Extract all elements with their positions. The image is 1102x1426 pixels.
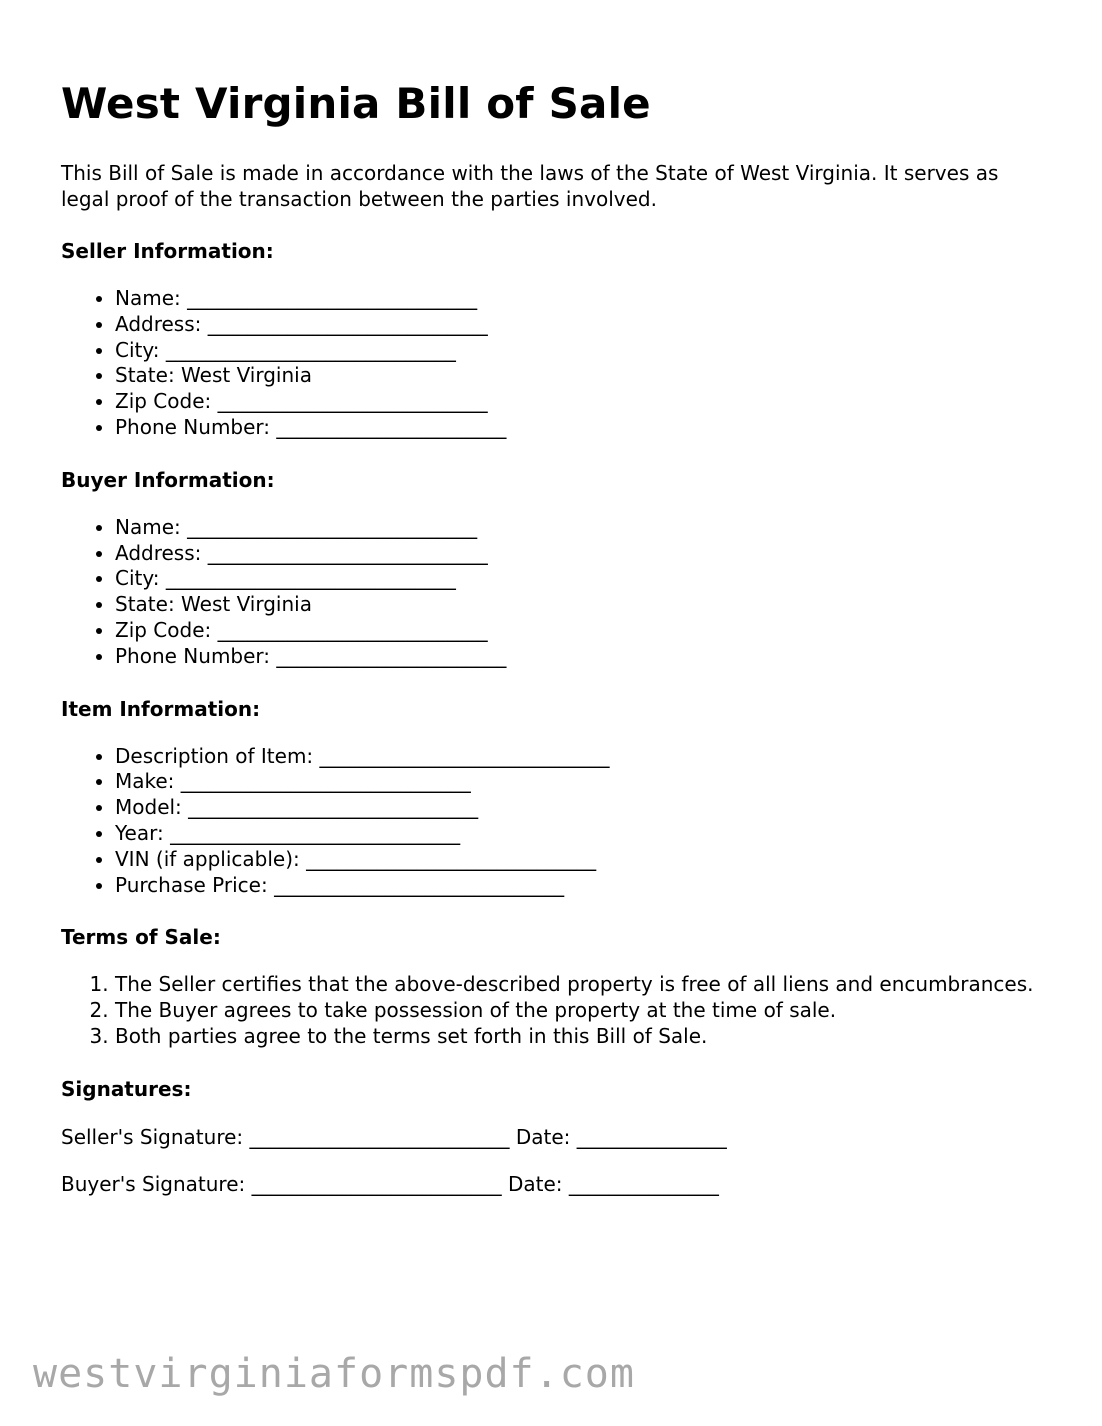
terms-of-sale-heading: Terms of Sale: (61, 925, 221, 950)
item-information-heading: Item Information: (61, 696, 261, 721)
seller-signature-line: Seller's Signature: __________________________ Date: _______________ (61, 1124, 727, 1149)
seller-address-field: • Address: ____________________________ (115, 312, 1051, 338)
seller-information-heading: Seller Information: (61, 239, 274, 263)
seller-name-field: • Name: _____________________________ (115, 286, 1051, 312)
page-title: West Virginia Bill of Sale (61, 79, 651, 128)
buyer-information-heading: Buyer Information: (61, 467, 275, 492)
seller-zip-field: • Zip Code: ___________________________ (115, 389, 1051, 415)
terms-of-sale-list (61, 972, 1051, 1049)
item-information-list (61, 744, 1051, 899)
buyer-phone-field: • Phone Number: _______________________ (115, 644, 1051, 670)
buyer-city-field: • City: _____________________________ (115, 566, 1051, 592)
item-model-field: • Model: _____________________________ (115, 795, 1051, 821)
item-make-field: • Make: _____________________________ (115, 769, 1051, 795)
seller-information-list (61, 286, 1051, 441)
item-price-field: • Purchase Price: _____________________________ (115, 873, 1051, 899)
buyer-name-field: • Name: _____________________________ (115, 515, 1051, 541)
item-description-field: • Description of Item: _____________________________ (115, 744, 1051, 770)
buyer-signature-line: Buyer's Signature: _________________________ Date: _______________ (61, 1171, 719, 1196)
term-item: 1. The Seller certifies that the above-described property is free of all liens and encumbrances. (115, 972, 1051, 998)
signatures-heading: Signatures: (61, 1076, 192, 1101)
seller-city-field: • City: _____________________________ (115, 338, 1051, 364)
seller-state-field: • State: West Virginia (115, 363, 1051, 389)
buyer-address-field: • Address: ____________________________ (115, 541, 1051, 567)
term-item: 3. Both parties agree to the terms set forth in this Bill of Sale. (115, 1024, 1051, 1050)
item-vin-field: • VIN (if applicable): _____________________________ (115, 847, 1051, 873)
seller-phone-field: • Phone Number: _______________________ (115, 415, 1051, 441)
item-year-field: • Year: _____________________________ (115, 821, 1051, 847)
document-page (61, 0, 1051, 1197)
buyer-zip-field: • Zip Code: ___________________________ (115, 618, 1051, 644)
watermark-text: westvirginiaformspdf.com (33, 1351, 635, 1397)
buyer-state-field: • State: West Virginia (115, 592, 1051, 618)
intro-paragraph: This Bill of Sale is made in accordance with the laws of the State of West Virginia. It serves as legal proof of the transaction between the parties involved. (61, 161, 999, 211)
buyer-information-list (61, 515, 1051, 670)
term-item: 2. The Buyer agrees to take possession of the property at the time of sale. (115, 998, 1051, 1024)
